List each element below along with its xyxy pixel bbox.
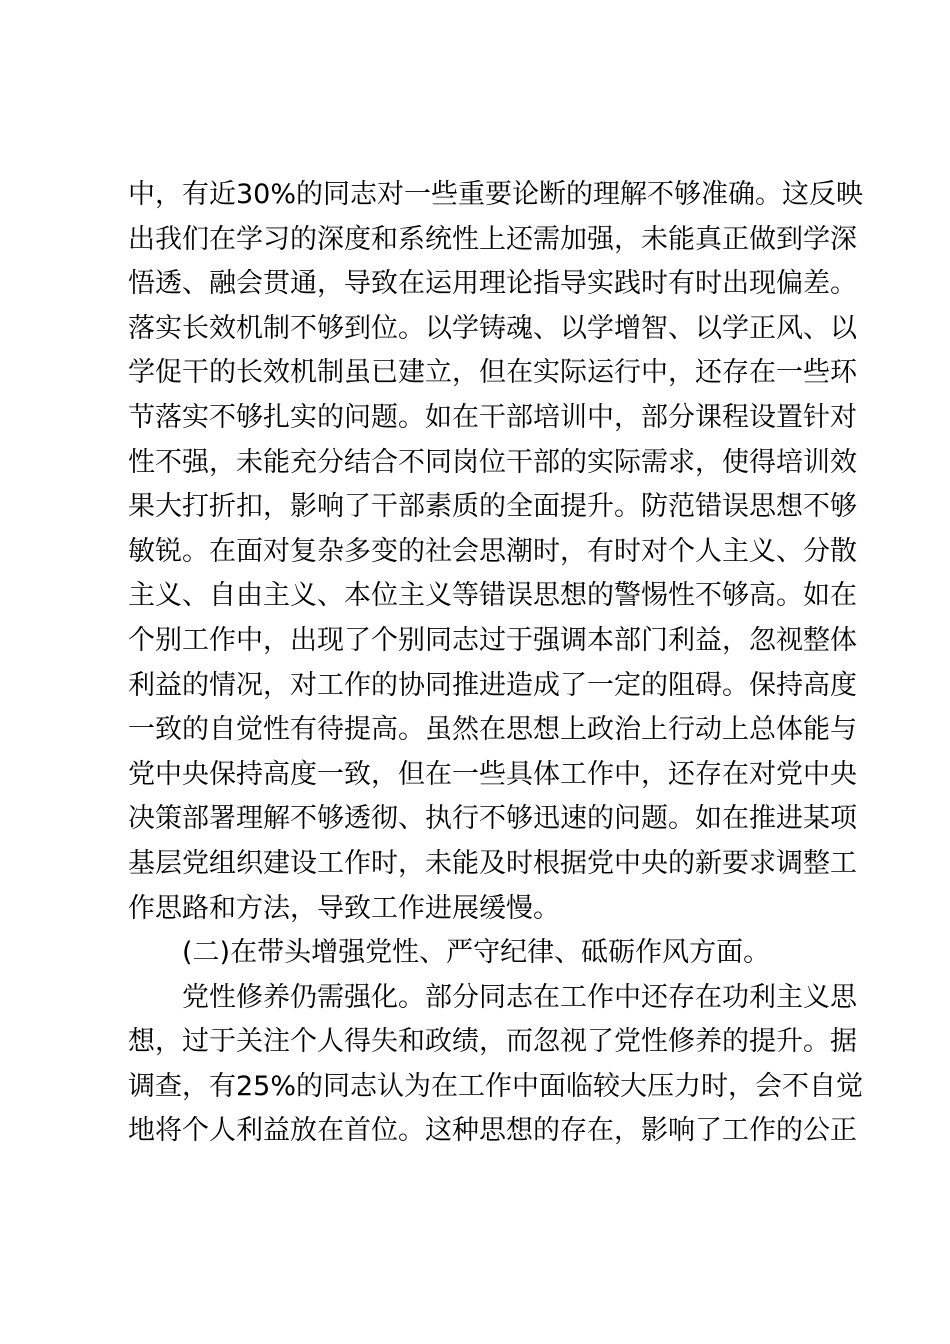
- text-line: 调查，有25%的同志认为在工作中面临较大压力时，会不自觉: [128, 1070, 864, 1102]
- text-line: 党中央保持高度一致，但在一些具体工作中，还存在对党中央: [128, 758, 857, 790]
- body-text: [128, 173, 864, 1154]
- text-line: 学促干的长效机制虽已建立，但在实际运行中，还存在一些环: [128, 357, 857, 389]
- text-line: 出我们在学习的深度和系统性上还需加强，未能真正做到学深: [128, 223, 857, 255]
- text-line: 基层党组织建设工作时，未能及时根据党中央的新要求调整工: [128, 847, 857, 879]
- text-line: 决策部署理解不够透彻、执行不够迅速的问题。如在推进某项: [128, 803, 857, 835]
- text-line: 敏锐。在面对复杂多变的社会思潮时，有时对个人主义、分散: [128, 535, 857, 567]
- text-line: 中，有近30%的同志对一些重要论断的理解不够准确。这反映: [128, 179, 864, 210]
- text-line: 果大打折扣，影响了干部素质的全面提升。防范错误思想不够: [128, 491, 857, 523]
- text-line: 主义、自由主义、本位主义等错误思想的警惕性不够高。如在: [128, 580, 857, 612]
- text-line: 一致的自觉性有待提高。虽然在思想上政治上行动上总体能与: [128, 714, 857, 746]
- text-line: 地将个人利益放在首位。这种思想的存在，影响了工作的公正: [128, 1115, 857, 1147]
- text-line: 党性修养仍需强化。部分同志在工作中还存在功利主义思: [182, 981, 857, 1013]
- text-line: 个别工作中，出现了个别同志过于强调本部门利益，忽视整体: [128, 624, 857, 656]
- text-line: 利益的情况，对工作的协同推进造成了一定的阻碍。保持高度: [128, 669, 857, 701]
- text-line: 性不强，未能充分结合不同岗位干部的实际需求，使得培训效: [128, 446, 857, 478]
- section-heading: (二)在带头增强党性、严守纪律、砥砺作风方面。: [182, 937, 771, 969]
- text-line: 节落实不够扎实的问题。如在干部培训中，部分课程设置针对: [128, 401, 857, 433]
- text-line: 作思路和方法，导致工作进展缓慢。: [128, 892, 560, 924]
- text-line: 想，过于关注个人得失和政绩，而忽视了党性修养的提升。据: [128, 1026, 857, 1058]
- text-line: 悟透、融会贯通，导致在运用理论指导实践时有时出现偏差。: [128, 268, 857, 300]
- text-line: 落实长效机制不够到位。以学铸魂、以学增智、以学正风、以: [128, 312, 857, 344]
